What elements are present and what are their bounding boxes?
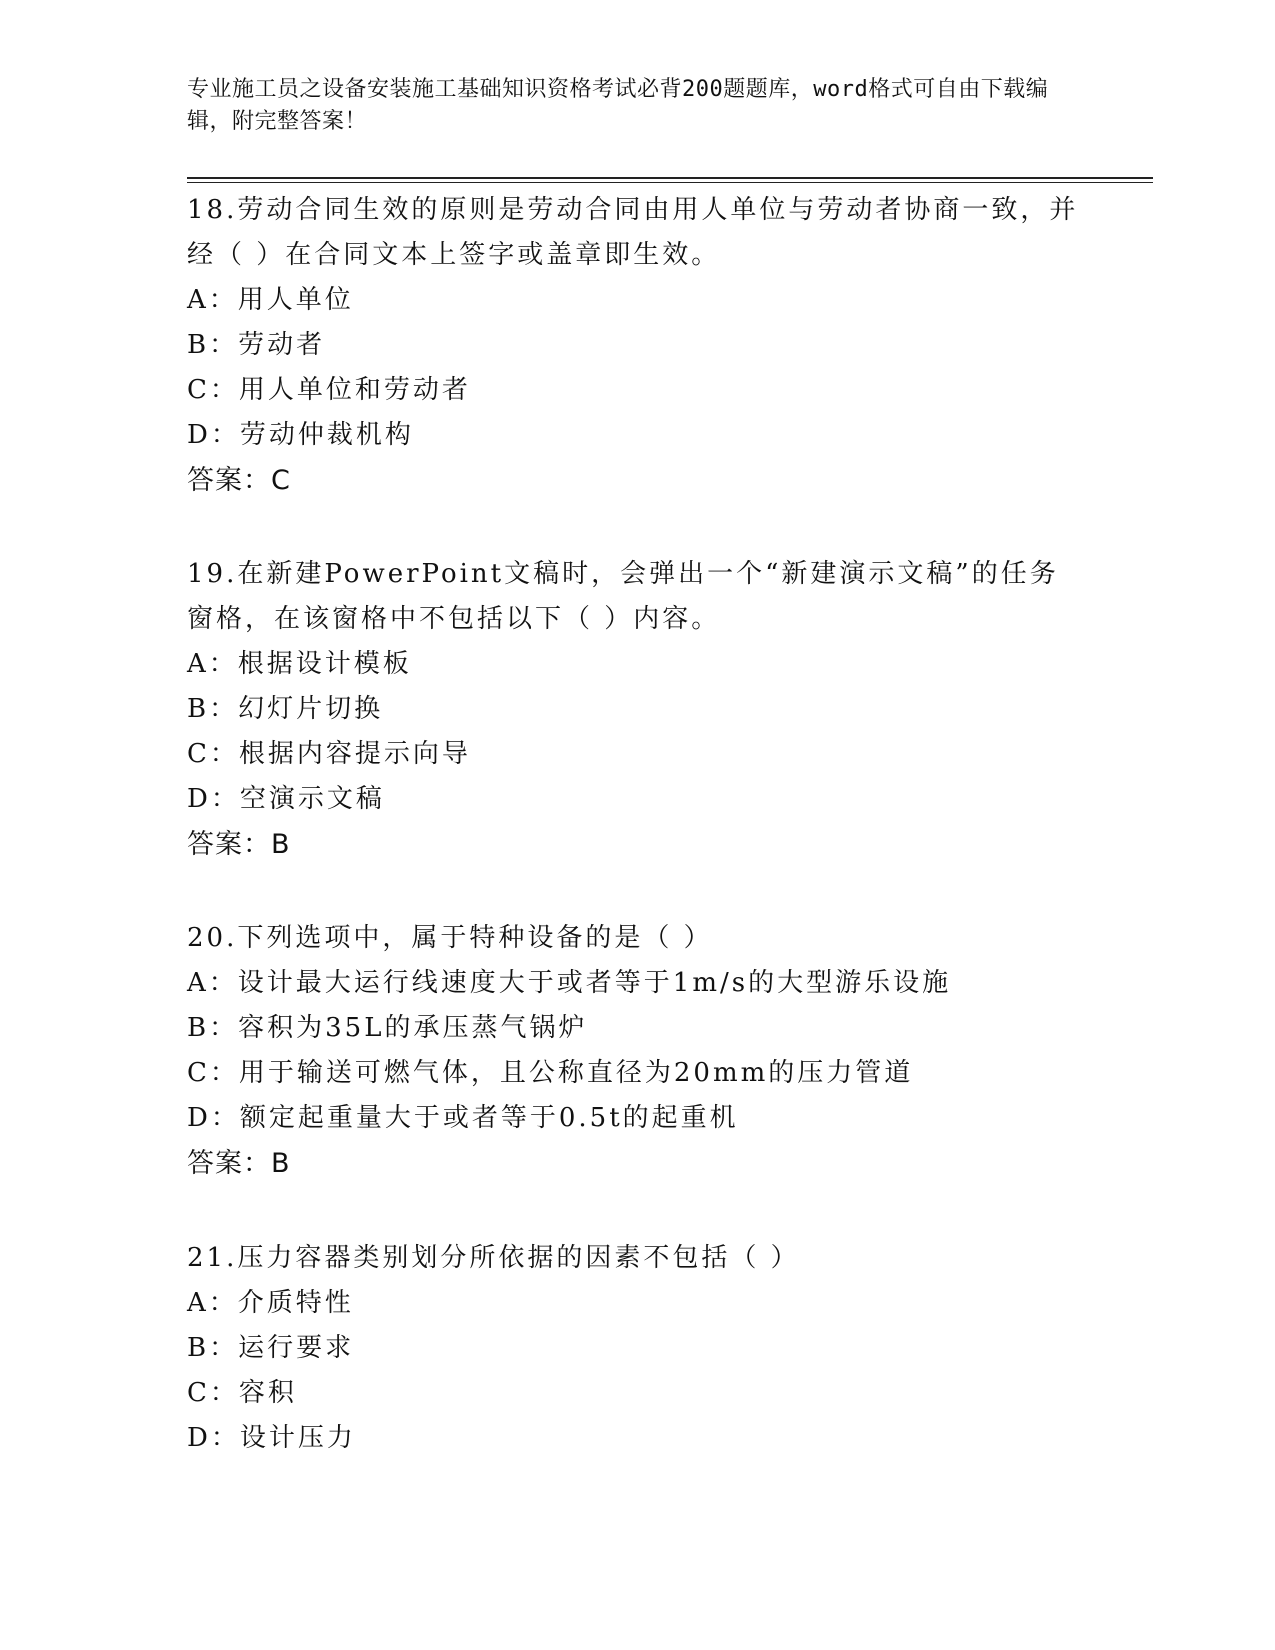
question-block (187, 552, 1087, 867)
option-a: A：设计最大运行线速度大于或者等于1m/s的大型游乐设施 (187, 968, 952, 998)
option-b: B：幻灯片切换 (187, 694, 384, 724)
question-block (187, 916, 1087, 1186)
option-a: A：介质特性 (187, 1288, 354, 1318)
option-c: C：用于输送可燃气体，且公称直径为20mm的压力管道 (187, 1058, 914, 1088)
option-b: B：劳动者 (187, 330, 326, 360)
question-text: 19.在新建PowerPoint文稿时，会弹出一个“新建演示文稿”的任务窗格，在该窗格中不包括以下（ ）内容。 (187, 559, 1059, 634)
option-d: D：额定起重量大于或者等于0.5t的起重机 (187, 1103, 739, 1133)
document-header: 专业施工员之设备安装施工基础知识资格考试必背200题题库，word格式可自由下载编辑，附完整答案！ (187, 77, 1049, 134)
header-divider-thin (187, 182, 1153, 183)
answer-text: 答案：B (187, 829, 291, 860)
question-block (187, 188, 1087, 503)
option-c: C：根据内容提示向导 (187, 739, 471, 769)
answer-text: 答案：C (187, 465, 291, 496)
option-d: D：空演示文稿 (187, 784, 385, 814)
option-c: C：用人单位和劳动者 (187, 375, 471, 405)
option-a: A：根据设计模板 (187, 649, 412, 679)
option-b: B：容积为35L的承压蒸气锅炉 (187, 1013, 588, 1043)
option-c: C：容积 (187, 1378, 297, 1408)
option-d: D：设计压力 (187, 1423, 356, 1453)
question-block (187, 1236, 1087, 1461)
question-text: 21.压力容器类别划分所依据的因素不包括（ ） (187, 1243, 800, 1273)
answer-text: 答案：B (187, 1148, 291, 1179)
option-b: B：运行要求 (187, 1333, 355, 1363)
header-divider (187, 177, 1153, 179)
option-d: D：劳动仲裁机构 (187, 420, 414, 450)
question-text: 18.劳动合同生效的原则是劳动合同由用人单位与劳动者协商一致，并经（ ）在合同文本上签字或盖章即生效。 (187, 195, 1079, 270)
option-a: A：用人单位 (187, 285, 354, 315)
question-text: 20.下列选项中，属于特种设备的是（ ） (187, 923, 713, 953)
